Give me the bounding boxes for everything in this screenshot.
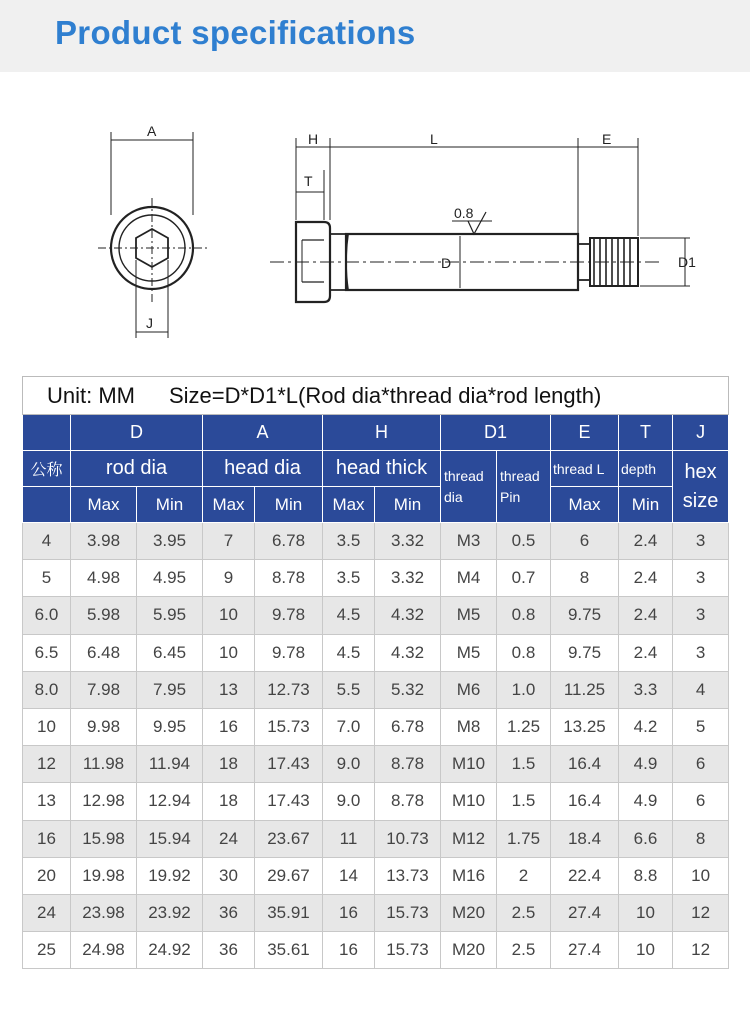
table-cell: 7.0 (323, 708, 375, 745)
header-h: H (323, 415, 441, 451)
table-cell: 5 (23, 560, 71, 597)
technical-drawing (0, 110, 750, 350)
table-row (23, 671, 729, 708)
label-d: D (441, 255, 452, 271)
size-label: Size=D*D1*L(Rod dia*thread dia*rod length) (169, 382, 602, 408)
table-cell: M10 (441, 746, 497, 783)
table-cell: 5.98 (71, 597, 137, 634)
header-a-max: Max (203, 487, 255, 523)
header-d1: D1 (441, 415, 551, 451)
table-cell: 3.5 (323, 523, 375, 560)
table-cell: 2.4 (619, 597, 673, 634)
table-cell: 6.78 (255, 523, 323, 560)
table-cell: M8 (441, 708, 497, 745)
table-cell: 1.75 (497, 820, 551, 857)
label-roughness: 0.8 (454, 205, 474, 221)
table-cell: 2.4 (619, 560, 673, 597)
header-d: D (71, 415, 203, 451)
table-cell: 23.67 (255, 820, 323, 857)
table-cell: 5 (673, 708, 729, 745)
table-cell: M12 (441, 820, 497, 857)
table-cell: 35.61 (255, 932, 323, 969)
header-t: T (619, 415, 673, 451)
table-cell: 15.73 (255, 708, 323, 745)
table-cell: 2.5 (497, 932, 551, 969)
table-cell: 13.25 (551, 708, 619, 745)
table-cell: 27.4 (551, 932, 619, 969)
table-cell: 11.94 (137, 746, 203, 783)
table-cell: 9 (203, 560, 255, 597)
header-d-min: Min (137, 487, 203, 523)
table-cell: 4.95 (137, 560, 203, 597)
table-cell: 8.8 (619, 857, 673, 894)
table-cell: 15.73 (375, 894, 441, 931)
table-cell: 1.25 (497, 708, 551, 745)
table-cell: 6.78 (375, 708, 441, 745)
table-row (23, 783, 729, 820)
table-cell: 3 (673, 560, 729, 597)
table-cell: 30 (203, 857, 255, 894)
header-j: J (673, 415, 729, 451)
table-cell: 5.95 (137, 597, 203, 634)
table-cell: 1.5 (497, 783, 551, 820)
header-e-max: Max (551, 487, 619, 523)
table-cell: M10 (441, 783, 497, 820)
table-cell: 8.78 (255, 560, 323, 597)
table-cell: 2.5 (497, 894, 551, 931)
table-cell: 16 (323, 932, 375, 969)
table-cell: 18 (203, 746, 255, 783)
table-cell: 16 (203, 708, 255, 745)
label-t: T (304, 173, 313, 189)
table-cell: 0.5 (497, 523, 551, 560)
table-cell: 2.4 (619, 634, 673, 671)
table-cell: 3 (673, 597, 729, 634)
table-cell: 25 (23, 932, 71, 969)
table-cell: 22.4 (551, 857, 619, 894)
table-cell: 0.8 (497, 597, 551, 634)
table-cell: 6 (673, 783, 729, 820)
header-code: 公称 (23, 451, 71, 487)
table-cell: 3.32 (375, 560, 441, 597)
header-hex-size: hex size (673, 451, 729, 523)
table-cell: 24 (23, 894, 71, 931)
unit-row (23, 377, 729, 415)
table-cell: M6 (441, 671, 497, 708)
table-cell: 8.78 (375, 783, 441, 820)
header-row-1 (23, 415, 729, 451)
table-cell: 4.5 (323, 597, 375, 634)
table-cell: M20 (441, 894, 497, 931)
table-cell: 16.4 (551, 783, 619, 820)
table-cell: 13.73 (375, 857, 441, 894)
table-cell: 19.98 (71, 857, 137, 894)
table-cell: 13 (23, 783, 71, 820)
table-cell: 8.78 (375, 746, 441, 783)
table-cell: 4.9 (619, 783, 673, 820)
table-cell: 12.98 (71, 783, 137, 820)
table-row (23, 634, 729, 671)
header-e: E (551, 415, 619, 451)
header-t-min: Min (619, 487, 673, 523)
table-cell: 7.95 (137, 671, 203, 708)
header-h-max: Max (323, 487, 375, 523)
table-cell: 24.98 (71, 932, 137, 969)
table-cell: M20 (441, 932, 497, 969)
table-row (23, 857, 729, 894)
header-a: A (203, 415, 323, 451)
table-cell: 18 (203, 783, 255, 820)
table-cell: 9.0 (323, 746, 375, 783)
label-h: H (308, 131, 319, 147)
table-cell: 10 (619, 894, 673, 931)
label-d1: D1 (678, 254, 696, 270)
table-cell: 10 (23, 708, 71, 745)
header-row-3 (23, 487, 729, 523)
header-row-2 (23, 451, 729, 487)
table-cell: 4.98 (71, 560, 137, 597)
table-cell: 12 (673, 932, 729, 969)
table-cell: 0.8 (497, 634, 551, 671)
table-cell: 12.94 (137, 783, 203, 820)
table-row (23, 820, 729, 857)
table-cell: 6.45 (137, 634, 203, 671)
table-cell: 24.92 (137, 932, 203, 969)
table-cell: 10 (619, 932, 673, 969)
table-cell: 17.43 (255, 746, 323, 783)
label-l: L (430, 131, 438, 147)
table-row (23, 932, 729, 969)
table-cell: 3.95 (137, 523, 203, 560)
table-cell: 10 (673, 857, 729, 894)
table-cell: 35.91 (255, 894, 323, 931)
table-cell: 15.98 (71, 820, 137, 857)
header-d-max: Max (71, 487, 137, 523)
table-cell: 11.25 (551, 671, 619, 708)
table-cell: 7 (203, 523, 255, 560)
table-cell: 5.5 (323, 671, 375, 708)
table-cell: 2 (497, 857, 551, 894)
table-cell: 3 (673, 523, 729, 560)
table-cell: 36 (203, 932, 255, 969)
table-cell: 5.32 (375, 671, 441, 708)
table-cell: 12.73 (255, 671, 323, 708)
table-cell: 9.78 (255, 634, 323, 671)
table-cell: 9.0 (323, 783, 375, 820)
table-row (23, 523, 729, 560)
page-title: Product specifications (55, 14, 416, 51)
table-cell: 3.98 (71, 523, 137, 560)
table-cell: 10 (203, 634, 255, 671)
table-cell: 1.5 (497, 746, 551, 783)
table-cell: 29.67 (255, 857, 323, 894)
table-cell: 6 (673, 746, 729, 783)
table-cell: 36 (203, 894, 255, 931)
header-thread-dia: thread dia (441, 451, 497, 523)
label-j: J (146, 315, 153, 331)
table-cell: 6.5 (23, 634, 71, 671)
table-cell: 4 (673, 671, 729, 708)
table-cell: 3.5 (323, 560, 375, 597)
table-cell: 10 (203, 597, 255, 634)
table-cell: 9.75 (551, 597, 619, 634)
table-cell: 7.98 (71, 671, 137, 708)
spec-rows (23, 523, 729, 969)
table-cell: 4.32 (375, 597, 441, 634)
table-cell: M16 (441, 857, 497, 894)
table-cell: 15.94 (137, 820, 203, 857)
header-thread-l: thread L (551, 451, 619, 487)
label-e: E (602, 131, 612, 147)
table-cell: 3 (673, 634, 729, 671)
table-cell: 2.4 (619, 523, 673, 560)
table-cell: 19.92 (137, 857, 203, 894)
header-rod-dia: rod dia (71, 451, 203, 487)
table-cell: M5 (441, 597, 497, 634)
table-cell: 6 (551, 523, 619, 560)
table-cell: 24 (203, 820, 255, 857)
unit-caption (23, 377, 729, 415)
table-cell: 3.3 (619, 671, 673, 708)
table-cell: 15.73 (375, 932, 441, 969)
table-cell: 16 (23, 820, 71, 857)
table-cell: 13 (203, 671, 255, 708)
header-h-min: Min (375, 487, 441, 523)
table-cell: 6.48 (71, 634, 137, 671)
header-head-dia: head dia (203, 451, 323, 487)
header-a-min: Min (255, 487, 323, 523)
table-cell: 14 (323, 857, 375, 894)
table-cell: 9.75 (551, 634, 619, 671)
table-cell: 11.98 (71, 746, 137, 783)
table-cell: 16 (323, 894, 375, 931)
table-cell: 17.43 (255, 783, 323, 820)
table-cell: 23.92 (137, 894, 203, 931)
table-cell: 4.5 (323, 634, 375, 671)
table-cell: 9.98 (71, 708, 137, 745)
table-cell: 16.4 (551, 746, 619, 783)
table-cell: 18.4 (551, 820, 619, 857)
table-cell: M5 (441, 634, 497, 671)
table-cell: 0.7 (497, 560, 551, 597)
table-cell: 3.32 (375, 523, 441, 560)
table-cell: 1.0 (497, 671, 551, 708)
label-a: A (147, 123, 157, 139)
table-cell: M4 (441, 560, 497, 597)
header-head-thick: head thick (323, 451, 441, 487)
table-cell: 23.98 (71, 894, 137, 931)
table-cell: 4.32 (375, 634, 441, 671)
table-cell: 12 (23, 746, 71, 783)
spec-table (22, 376, 729, 969)
table-cell: 8.0 (23, 671, 71, 708)
table-cell: 6.6 (619, 820, 673, 857)
table-cell: 9.78 (255, 597, 323, 634)
table-cell: 4.2 (619, 708, 673, 745)
table-cell: 4.9 (619, 746, 673, 783)
header-thread-pin: thread Pin (497, 451, 551, 523)
header-depth: depth (619, 451, 673, 487)
table-row (23, 560, 729, 597)
table-row (23, 746, 729, 783)
table-cell: 11 (323, 820, 375, 857)
table-cell: 20 (23, 857, 71, 894)
table-cell: 27.4 (551, 894, 619, 931)
table-row (23, 894, 729, 931)
table-cell: 6.0 (23, 597, 71, 634)
table-cell: 9.95 (137, 708, 203, 745)
table-cell: 12 (673, 894, 729, 931)
table-cell: 10.73 (375, 820, 441, 857)
table-cell: 4 (23, 523, 71, 560)
table-cell: 8 (551, 560, 619, 597)
table-row (23, 597, 729, 634)
table-row (23, 708, 729, 745)
table-cell: 8 (673, 820, 729, 857)
table-cell: M3 (441, 523, 497, 560)
unit-label: Unit: MM (47, 382, 135, 408)
